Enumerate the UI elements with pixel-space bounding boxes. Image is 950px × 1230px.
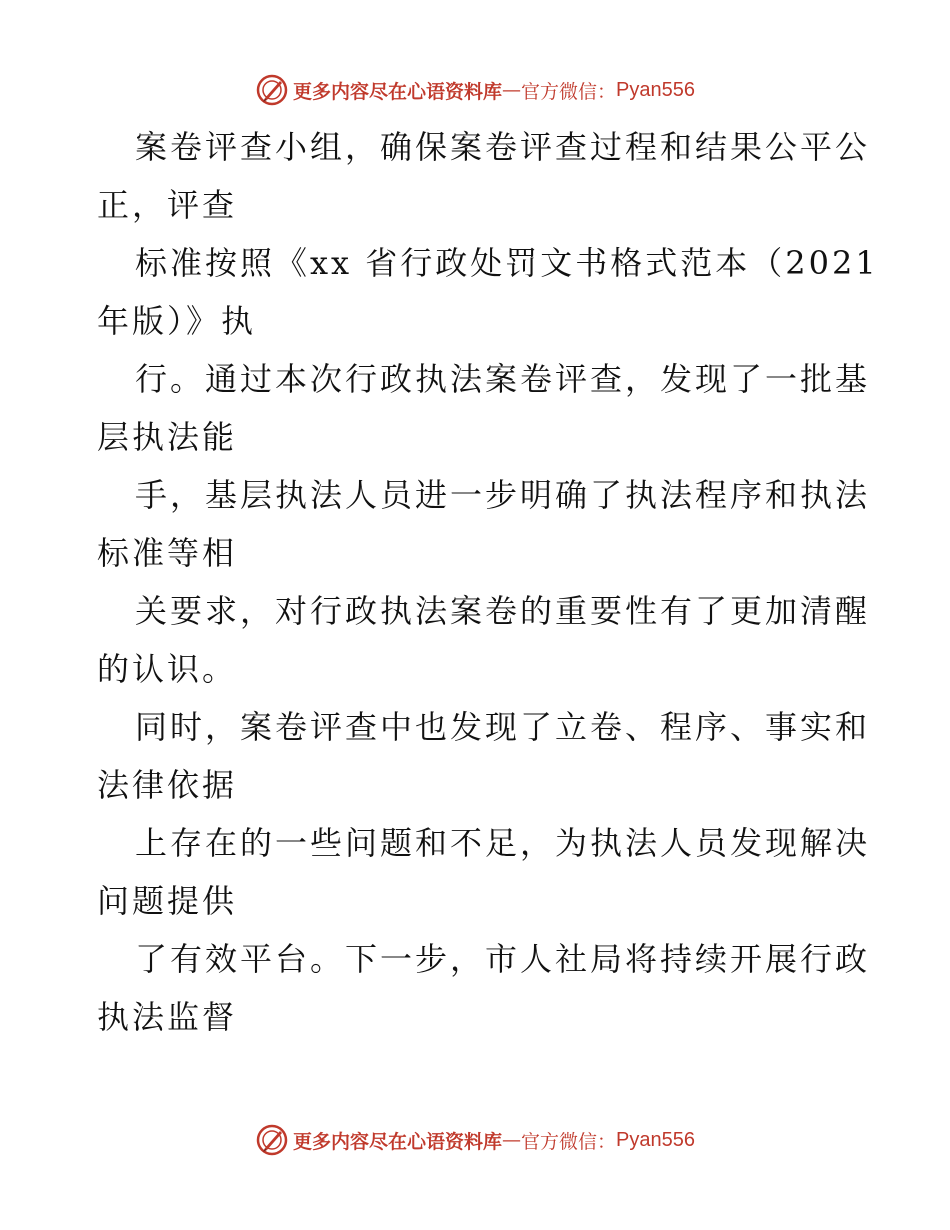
header-banner — [0, 70, 950, 110]
footer-wechat-id: Pyan556 — [616, 1128, 695, 1151]
header-brand-text: 更多内容尽在心语资料库 — [293, 80, 503, 103]
body-line: 同时，案卷评查中也发现了立卷、程序、事实和 — [135, 708, 871, 746]
body-line: 年版）》执 — [97, 302, 257, 340]
body-line: 上存在的一些问题和不足，为执法人员发现解决 — [135, 824, 871, 862]
body-line: 层执法能 — [97, 418, 238, 456]
footer-separator: — — [502, 1129, 522, 1151]
body-line: 标准等相 — [97, 534, 238, 572]
footer-brand-text: 更多内容尽在心语资料库 — [293, 1130, 503, 1153]
brand-logo-icon — [255, 73, 289, 107]
body-line: 的认识。 — [97, 650, 238, 688]
body-line: 关要求，对行政执法案卷的重要性有了更加清醒 — [135, 592, 871, 630]
body-line: 执法监督 — [97, 998, 238, 1036]
document-body — [97, 118, 879, 1046]
header-wechat-id: Pyan556 — [616, 78, 695, 101]
body-line: 案卷评查小组，确保案卷评查过程和结果公平公 — [135, 128, 871, 166]
body-line: 问题提供 — [97, 882, 238, 920]
body-line: 法律依据 — [97, 766, 238, 804]
footer-banner — [0, 1120, 950, 1160]
footer-wechat-label: 官方微信： — [521, 1130, 617, 1153]
body-line: 行。通过本次行政执法案卷评查，发现了一批基 — [135, 360, 871, 398]
body-line: 标准按照《xx 省行政处罚文书格式范本（2021 — [135, 244, 879, 282]
body-line: 正，评查 — [97, 186, 238, 224]
brand-logo-icon — [255, 1123, 289, 1157]
body-line: 了有效平台。下一步，市人社局将持续开展行政 — [135, 940, 871, 978]
header-wechat-label: 官方微信： — [521, 80, 617, 103]
header-separator: — — [502, 79, 522, 101]
body-line: 手，基层执法人员进一步明确了执法程序和执法 — [135, 476, 871, 514]
